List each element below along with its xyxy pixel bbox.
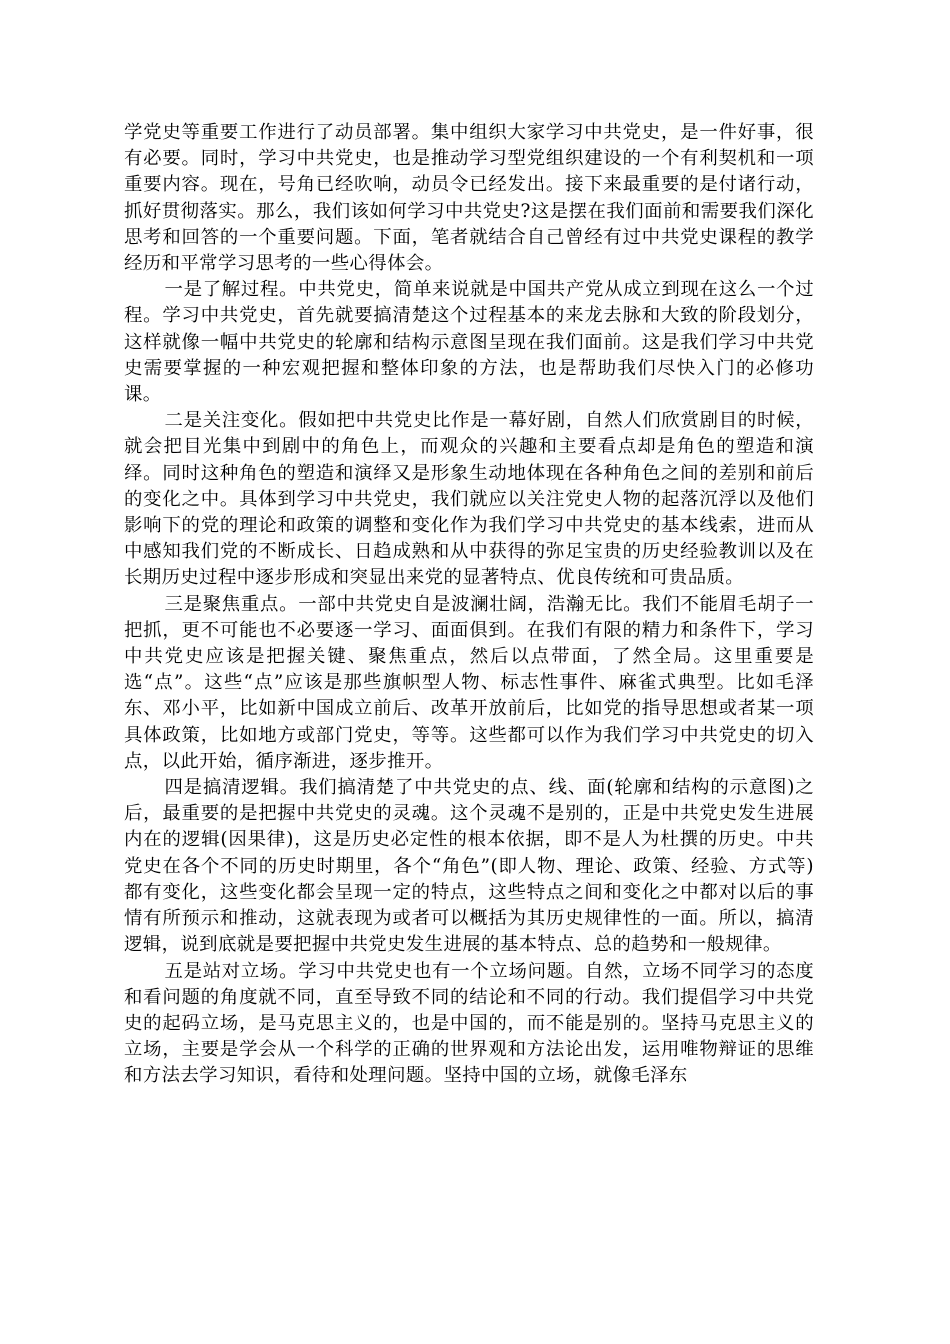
- paragraph-point-two: 二是关注变化。假如把中共党史比作是一幕好剧，自然人们欣赏剧目的时候，就会把目光集中到剧中的角色上，而观众的兴趣和主要看点却是角色的塑造和演绎。同时这种角色的塑造和演绎又是形象生动地体现在各种角色之间的差别和前后的变化之中。具体到学习中共党史，我们就应以关注党史人物的起落沉浮以及他们影响下的党的理论和政策的调整和变化作为我们学习中共党史的基本线索，进而从中感知我们党的不断成长、日趋成熟和从中获得的弥足宝贵的历史经验教训以及在长期历史过程中逐步形成和突显出来党的显著特点、优良传统和可贵品质。: [124, 410, 814, 589]
- paragraph-point-five: 五是站对立场。学习中共党史也有一个立场问题。自然，立场不同学习的态度和看问题的角度就不同，直至导致不同的结论和不同的行动。我们提倡学习中共党史的起码立场，是马克思主义的，也是中国的，而不能是别的。坚持马克思主义的立场，主要是学会从一个科学的正确的世界观和方法论出发，运用唯物辩证的思维和方法去学习知识，看待和处理问题。坚持中国的立场，就像毛泽东: [124, 960, 814, 1087]
- paragraph-point-three: 三是聚焦重点。一部中共党史自是波澜壮阔，浩瀚无比。我们不能眉毛胡子一把抓，更不可能也不必要逐一学习、面面俱到。在我们有限的精力和条件下，学习中共党史应该是把握关键、聚焦重点，然后以点带面，了然全局。这里重要是选“点”。这些“点”应该是那些旗帜型人物、标志性事件、麻雀式典型。比如毛泽东、邓小平，比如新中国成立前后、改革开放前后，比如党的指导思想或者某一项具体政策，比如地方或部门党史，等等。这些都可以作为我们学习中共党史的切入点，以此开始，循序渐进，逐步推开。: [124, 593, 814, 772]
- document-body: [124, 120, 814, 1090]
- paragraph-intro: 学党史等重要工作进行了动员部署。集中组织大家学习中共党史，是一件好事，很有必要。同时，学习中共党史，也是推动学习型党组织建设的一个有利契机和一项重要内容。现在，号角已经吹响，动员令已经发出。接下来最重要的是付诸行动，抓好贯彻落实。那么，我们该如何学习中共党史?这是摆在我们面前和需要我们深化思考和回答的一个重要问题。下面，笔者就结合自己曾经有过中共党史课程的教学经历和平常学习思考的一些心得体会。: [124, 122, 814, 275]
- paragraph-point-one: 一是了解过程。中共党史，简单来说就是中国共产党从成立到现在这么一个过程。学习中共党史，首先就要搞清楚这个过程基本的来龙去脉和大致的阶段划分，这样就像一幅中共党史的轮廓和结构示意图呈现在我们面前。这是我们学习中共党史需要掌握的一种宏观把握和整体印象的方法，也是帮助我们尽快入门的必修功课。: [124, 279, 814, 406]
- paragraph-point-four: 四是搞清逻辑。我们搞清楚了中共党史的点、线、面(轮廓和结构的示意图)之后，最重要的是把握中共党史的灵魂。这个灵魂不是别的，正是中共党史发生进展内在的逻辑(因果律)，这是历史必定性的根本依据，即不是人为杜撰的历史。中共党史在各个不同的历史时期里，各个“角色”(即人物、理论、政策、经验、方式等)都有变化，这些变化都会呈现一定的特点，这些特点之间和变化之中都对以后的事情有所预示和推动，这就表现为或者可以概括为其历史规律性的一面。所以，搞清逻辑，说到底就是要把握中共党史发生进展的基本特点、总的趋势和一般规律。: [124, 777, 814, 956]
